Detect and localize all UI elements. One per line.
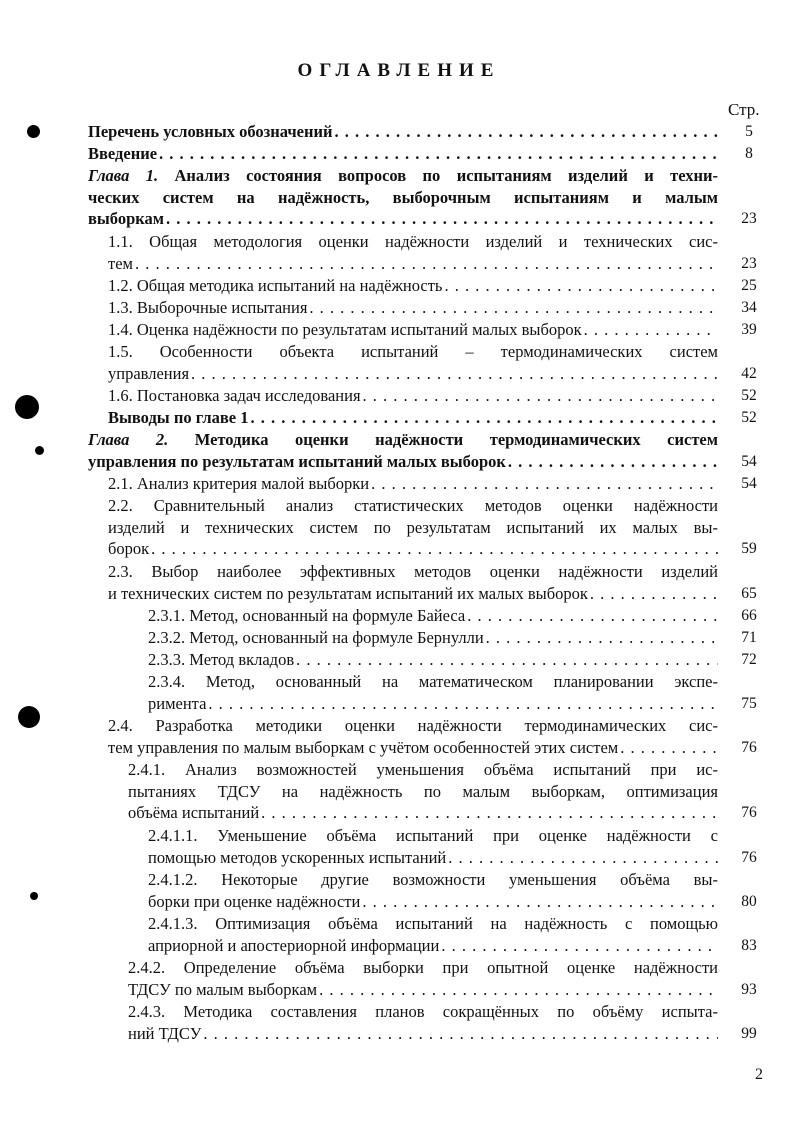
toc-page-number: 34 bbox=[741, 299, 757, 316]
dot-leader bbox=[363, 385, 718, 407]
toc-entry-line: 2.4.1.1. Уменьшение объёма испытаний при оценке надёжности с bbox=[148, 826, 718, 845]
toc-page-number: 65 bbox=[741, 584, 757, 602]
toc-entry-line bbox=[108, 297, 718, 319]
toc-entry-line: 2.3. Выбор наиболее эффективных методов оценки надёжности изделий bbox=[108, 562, 718, 581]
toc-entry-line: пытаниях ТДСУ на надёжность по малым выборкам, оптимизация bbox=[128, 781, 718, 801]
toc-entry-line bbox=[148, 649, 718, 671]
toc-entry-line bbox=[108, 363, 718, 385]
dot-leader bbox=[191, 363, 718, 385]
toc-page-number: 42 bbox=[741, 364, 757, 382]
toc-entry-text: борки при оценке надёжности bbox=[148, 891, 361, 911]
dot-leader bbox=[309, 297, 718, 319]
toc-entry-text: априорной и апостериорной информации bbox=[148, 935, 440, 955]
toc-entry-line: 1.1. Общая методология оценки надёжности изделий и технических сис- bbox=[108, 232, 718, 251]
toc-page-number: 83 bbox=[741, 936, 757, 954]
dot-leader bbox=[584, 319, 718, 341]
toc-entry-line: 2.4.1. Анализ возможностей уменьшения объёма испытаний при ис- bbox=[128, 760, 718, 779]
toc-entry bbox=[88, 165, 718, 230]
punch-hole-mark bbox=[18, 706, 40, 728]
page-title: ОГЛАВЛЕНИЕ bbox=[297, 60, 501, 81]
toc-entry-text: 2.3.3. Метод вкладов bbox=[148, 650, 295, 669]
dot-leader bbox=[508, 451, 718, 473]
dot-leader bbox=[208, 693, 718, 715]
toc-entry-text: управления по результатам испытаний малых выборок bbox=[88, 451, 506, 471]
toc-page-number: 75 bbox=[741, 694, 757, 712]
toc-entry-text: объёма испытаний bbox=[128, 803, 260, 822]
toc-entry-text: 2.3.2. Метод, основанный на формуле Бернулли bbox=[148, 628, 484, 647]
dot-leader bbox=[135, 253, 718, 275]
toc-entry-text: управления bbox=[108, 363, 190, 383]
toc-page-number: 59 bbox=[741, 540, 757, 557]
toc-entry bbox=[108, 495, 718, 560]
toc-entry-line: 2.3.4. Метод, основанный на математическом планировании экспе- bbox=[148, 672, 718, 691]
toc-entry bbox=[148, 649, 718, 671]
toc-entry-line bbox=[148, 627, 718, 649]
toc-entry bbox=[108, 385, 718, 407]
toc-page-number: 76 bbox=[741, 738, 757, 756]
toc-entry-text: 1.6. Постановка задач исследования bbox=[108, 386, 361, 405]
toc-entry-line: 1.5. Особенности объекта испытаний – термодинамических систем bbox=[108, 342, 718, 361]
toc-entry-line: 2.2. Сравнительный анализ статистических методов оценки надёжности bbox=[108, 496, 718, 515]
toc-entry bbox=[108, 561, 718, 604]
toc-entry-line bbox=[108, 538, 718, 560]
toc-entry-text: и технических систем по результатам испытаний их малых выборок bbox=[108, 583, 588, 603]
dot-leader bbox=[467, 605, 718, 627]
toc-page-number: 54 bbox=[741, 475, 757, 492]
toc-entry-text: Методика оценки надёжности термодинамических систем bbox=[168, 430, 718, 449]
toc-entry bbox=[108, 407, 718, 429]
toc-entry-text: Введение bbox=[88, 144, 158, 163]
toc-entry bbox=[108, 715, 718, 758]
dot-leader bbox=[261, 802, 718, 824]
toc-entry-text: 1.3. Выборочные испытания bbox=[108, 298, 308, 317]
toc-entry-line bbox=[108, 253, 718, 275]
toc-entry-text: помощью методов ускоренных испытаний bbox=[148, 847, 447, 867]
dot-leader bbox=[441, 935, 718, 957]
toc-entry bbox=[88, 429, 718, 472]
dot-leader bbox=[334, 121, 718, 143]
toc-entry-line bbox=[148, 693, 718, 715]
toc-page-number: 52 bbox=[741, 387, 757, 404]
toc-page-number: 23 bbox=[741, 254, 757, 272]
toc-entry-line bbox=[88, 165, 718, 187]
toc-entry-line bbox=[108, 583, 718, 605]
toc-entry-text: 1.4. Оценка надёжности по результатам испытаний малых выборок bbox=[108, 320, 582, 339]
toc-entry-line bbox=[88, 429, 718, 451]
chapter-prefix: Глава 2. bbox=[88, 430, 169, 449]
toc-page-number: 25 bbox=[741, 277, 757, 294]
toc-entry-line bbox=[128, 1023, 718, 1045]
toc-entry bbox=[108, 275, 718, 297]
toc-entry-line bbox=[108, 737, 718, 759]
toc-entry bbox=[148, 869, 718, 912]
toc-page-number: 99 bbox=[741, 1024, 757, 1042]
toc-entry bbox=[108, 319, 718, 341]
dot-leader bbox=[203, 1023, 718, 1045]
toc-entry bbox=[88, 121, 718, 143]
toc-entry bbox=[108, 473, 718, 495]
toc-entry bbox=[148, 913, 718, 956]
dot-leader bbox=[448, 847, 718, 869]
toc-entry bbox=[108, 341, 718, 384]
dot-leader bbox=[590, 583, 718, 605]
toc-entry-line: 2.4.3. Методика составления планов сокращённых по объёму испыта- bbox=[128, 1002, 718, 1021]
toc-entry-line: 2.4.1.3. Оптимизация объёма испытаний на надёжность с помощью bbox=[148, 914, 718, 933]
toc-entry-text: тем bbox=[108, 253, 133, 273]
toc-entry-line bbox=[128, 802, 718, 824]
dot-leader bbox=[362, 891, 718, 913]
toc-entry-line: 2.4.1.2. Некоторые другие возможности уменьшения объёма вы- bbox=[148, 870, 718, 889]
toc-page-number: 52 bbox=[741, 409, 757, 426]
toc-entry bbox=[128, 759, 718, 824]
punch-hole-mark bbox=[35, 446, 44, 455]
toc-entry-line bbox=[148, 605, 718, 627]
toc-entry bbox=[128, 1001, 718, 1044]
toc-entry-text: Перечень условных обозначений bbox=[88, 122, 333, 141]
toc-entry bbox=[148, 671, 718, 714]
dot-leader bbox=[319, 979, 718, 1001]
toc-entry-line bbox=[108, 275, 718, 297]
dot-leader bbox=[486, 627, 718, 649]
punch-hole-mark bbox=[27, 125, 40, 138]
toc-entry-line bbox=[88, 451, 718, 473]
toc-entry-line bbox=[148, 935, 718, 957]
toc-entry-text: римента bbox=[148, 693, 207, 713]
toc-entry-line bbox=[148, 847, 718, 869]
punch-hole-mark bbox=[30, 892, 38, 900]
toc-entry-text: 2.1. Анализ критерия малой выборки bbox=[108, 474, 370, 493]
page-column-label: Стр. bbox=[728, 100, 760, 119]
toc-page-number: 5 bbox=[745, 123, 753, 140]
page-number: 2 bbox=[755, 1066, 763, 1083]
dot-leader bbox=[250, 407, 718, 429]
toc-entry-line bbox=[88, 143, 718, 165]
toc-entry-line bbox=[108, 407, 718, 429]
toc-page-number: 93 bbox=[741, 980, 757, 998]
toc-entry bbox=[108, 297, 718, 319]
toc-entry-line bbox=[108, 319, 718, 341]
toc-entry bbox=[148, 825, 718, 868]
toc-entry-line bbox=[108, 385, 718, 407]
toc-page-number: 66 bbox=[741, 607, 757, 624]
toc-entry-text: выборкам bbox=[88, 209, 164, 228]
toc-page-number: 76 bbox=[741, 804, 757, 821]
toc-entry-text: Анализ состояния вопросов по испытаниям изделий и техни- bbox=[158, 166, 718, 185]
toc-entry-line bbox=[148, 891, 718, 913]
toc-entry-line bbox=[88, 208, 718, 230]
toc-entry-text: Выводы по главе 1 bbox=[108, 408, 249, 427]
dot-leader bbox=[620, 737, 718, 759]
toc-entry-line bbox=[128, 979, 718, 1001]
toc-page-number: 72 bbox=[741, 651, 757, 668]
chapter-prefix: Глава 1. bbox=[88, 166, 159, 185]
toc-entry-text: тем управления по малым выборкам с учётом особенностей этих систем bbox=[108, 737, 619, 757]
dot-leader bbox=[159, 143, 718, 165]
punch-hole-mark bbox=[15, 395, 39, 419]
dot-leader bbox=[151, 538, 718, 560]
toc-page-number: 71 bbox=[741, 629, 757, 646]
dot-leader bbox=[166, 208, 718, 230]
toc-page-number: 8 bbox=[745, 145, 753, 162]
dot-leader bbox=[371, 473, 718, 495]
toc-page-number: 54 bbox=[741, 452, 757, 470]
toc-entry-line: изделий и технических систем по результатам испытаний их малых вы- bbox=[108, 517, 718, 537]
toc-entry bbox=[108, 231, 718, 274]
toc-entry-line bbox=[88, 121, 718, 143]
toc-entry-text: 1.2. Общая методика испытаний на надёжность bbox=[108, 276, 443, 295]
toc-entry bbox=[88, 143, 718, 165]
toc-page-number: 39 bbox=[741, 321, 757, 338]
toc-entry bbox=[148, 605, 718, 627]
dot-leader bbox=[444, 275, 718, 297]
toc-page-number: 23 bbox=[741, 210, 757, 227]
dot-leader bbox=[296, 649, 718, 671]
toc-entry-line: 2.4.2. Определение объёма выборки при опытной оценке надёжности bbox=[128, 958, 718, 977]
toc-entry-text: 2.3.1. Метод, основанный на формуле Байеса bbox=[148, 606, 466, 625]
toc-page-number: 76 bbox=[741, 848, 757, 866]
toc-entry-line: 2.4. Разработка методики оценки надёжности термодинамических сис- bbox=[108, 716, 718, 735]
toc-entry bbox=[148, 627, 718, 649]
toc-page-number: 80 bbox=[741, 892, 757, 910]
toc-entry-text: ТДСУ по малым выборкам bbox=[128, 979, 318, 999]
toc-entry bbox=[128, 957, 718, 1000]
toc-entry-text: ний ТДСУ bbox=[128, 1023, 202, 1043]
toc-entry-line: ческих систем на надёжность, выборочным испытаниям и малым bbox=[88, 187, 718, 207]
toc-entry-text: борок bbox=[108, 539, 150, 558]
toc-entry-line bbox=[108, 473, 718, 495]
